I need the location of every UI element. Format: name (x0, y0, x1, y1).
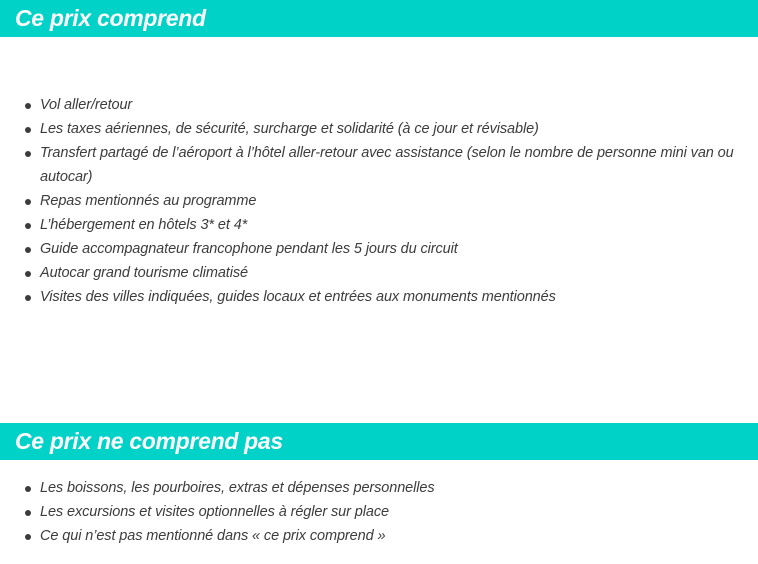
excluded-item-text: Ce qui n’est pas mentionné dans « ce prix comprend » (40, 528, 386, 544)
bullet-icon (25, 151, 31, 157)
excluded-list-item (0, 500, 740, 524)
included-list-item (0, 237, 740, 261)
included-item-text: Les taxes aériennes, de sécurité, surcharge et solidarité (à ce jour et révisable) (40, 121, 539, 137)
bullet-icon (25, 199, 31, 205)
included-item-text: Visites des villes indiquées, guides locaux et entrées aux monuments mentionnés (40, 289, 556, 305)
included-list-item (0, 141, 740, 189)
included-section-title: Ce prix comprend (15, 5, 206, 31)
bullet-icon (25, 486, 31, 492)
bullet-icon (25, 534, 31, 540)
excluded-list-item (0, 524, 740, 548)
included-list-item (0, 261, 740, 285)
included-item-text: L’hébergement en hôtels 3* et 4* (40, 217, 248, 233)
included-item-text: Vol aller/retour (40, 97, 133, 113)
bullet-icon (25, 271, 31, 277)
excluded-section-header (0, 423, 758, 460)
excluded-section-title: Ce prix ne comprend pas (15, 428, 283, 454)
included-item-text: Guide accompagnateur francophone pendant les 5 jours du circuit (40, 241, 458, 257)
included-item-text: Repas mentionnés au programme (40, 193, 257, 209)
excluded-list (0, 476, 740, 548)
included-list-item (0, 189, 740, 213)
excluded-item-text: Les excursions et visites optionnelles à régler sur place (40, 504, 389, 520)
excluded-item-text: Les boissons, les pourboires, extras et dépenses personnelles (40, 480, 435, 496)
included-list-item (0, 213, 740, 237)
bullet-icon (25, 510, 31, 516)
included-section-header (0, 0, 758, 37)
bullet-icon (25, 127, 31, 133)
bullet-icon (25, 247, 31, 253)
included-list-item (0, 117, 740, 141)
included-item-text: Transfert partagé de l’aéroport à l’hôtel aller-retour avec assistance (selon le nombre de personne mini van ou autocar) (40, 145, 734, 185)
included-list-item (0, 93, 740, 117)
bullet-icon (25, 295, 31, 301)
bullet-icon (25, 223, 31, 229)
included-list-item (0, 285, 740, 309)
bullet-icon (25, 103, 31, 109)
excluded-list-item (0, 476, 740, 500)
included-list (0, 93, 740, 309)
included-item-text: Autocar grand tourisme climatisé (40, 265, 248, 281)
